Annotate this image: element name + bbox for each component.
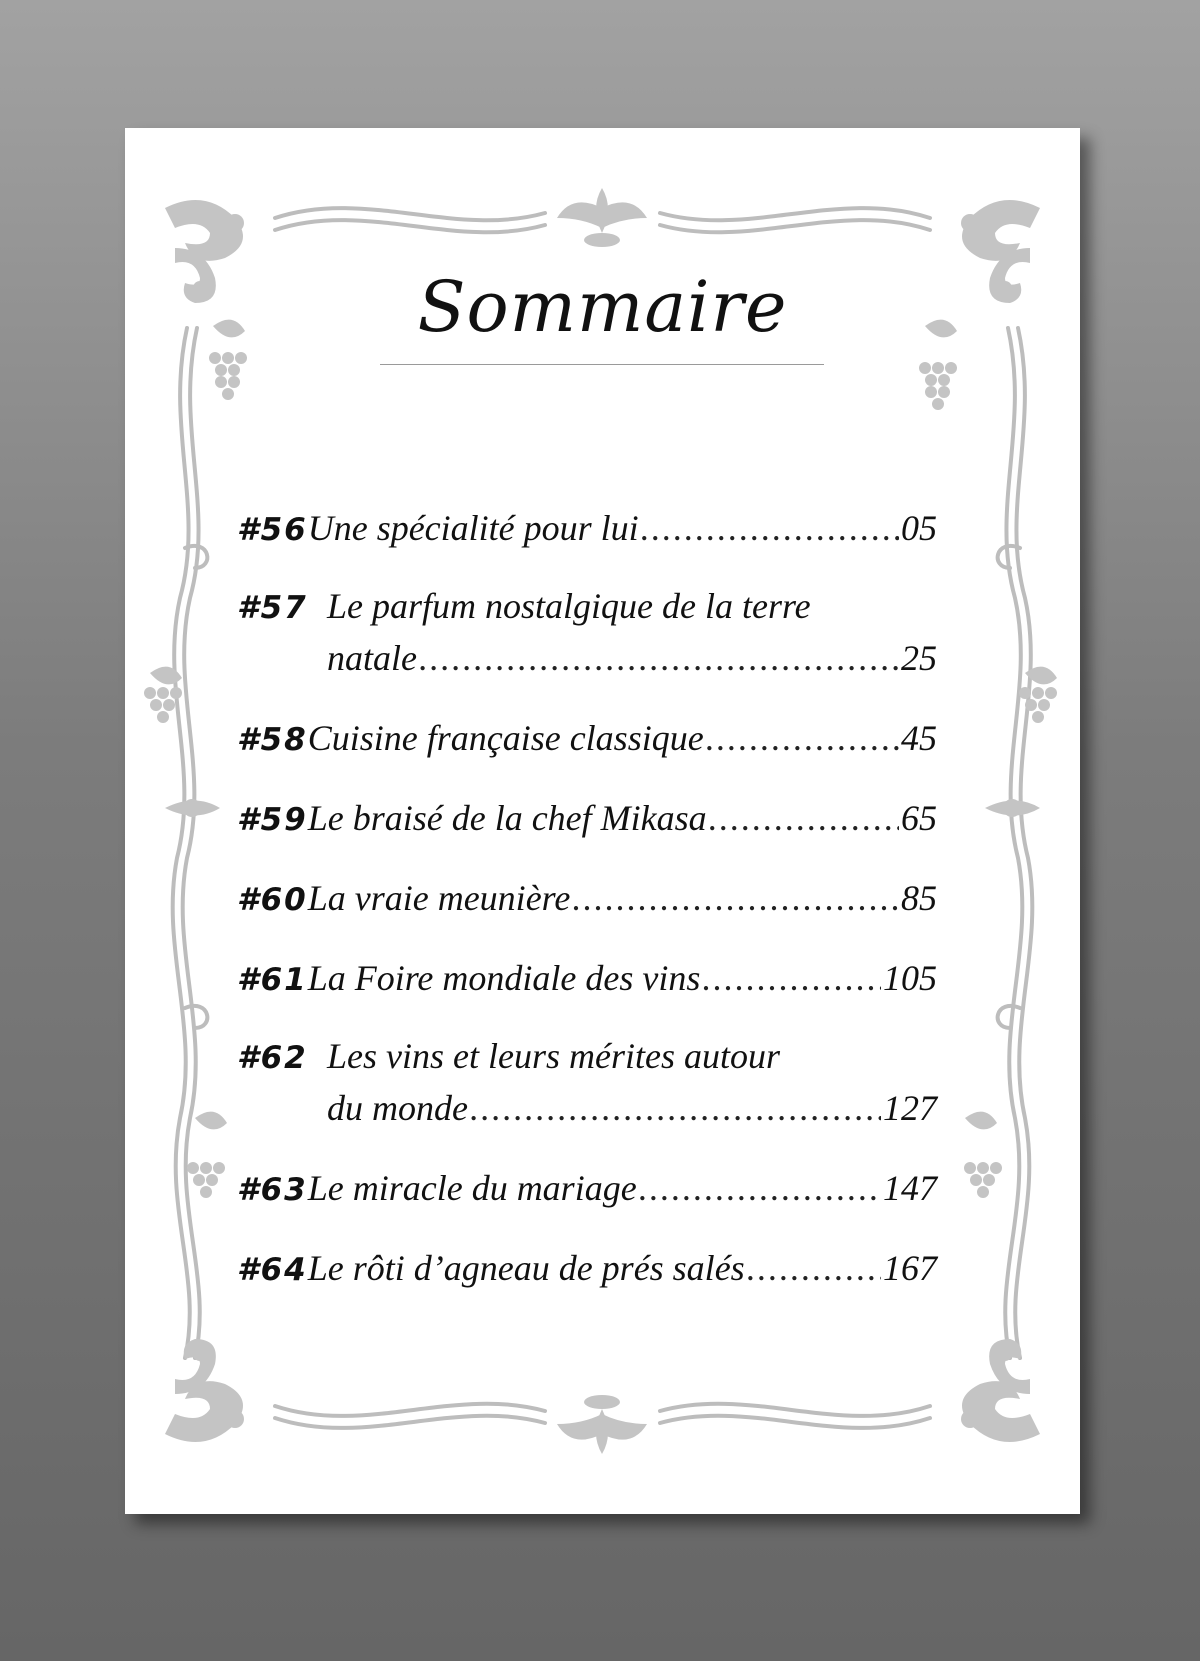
chapter-number: #61 xyxy=(237,962,308,998)
toc-entry-58 xyxy=(237,712,937,764)
page-number: 25 xyxy=(901,638,937,678)
chapter-title: Le rôti d’agneau de prés salés xyxy=(307,1248,745,1288)
chapter-title-continued: natale xyxy=(327,638,417,678)
chapter-number: #59 xyxy=(237,802,308,838)
dot-leader xyxy=(470,1082,881,1134)
chapter-title: Le parfum nostalgique de la terre xyxy=(327,586,811,626)
chapter-title-continued: du monde xyxy=(327,1088,468,1128)
page-number: 45 xyxy=(901,718,937,758)
dot-leader xyxy=(641,502,899,554)
chapter-number: #60 xyxy=(237,882,308,918)
page-number: 65 xyxy=(901,798,937,838)
toc-entry-56 xyxy=(237,502,937,554)
chapter-title: La vraie meunière xyxy=(307,878,571,918)
page-number: 127 xyxy=(883,1088,937,1128)
dot-leader xyxy=(572,872,899,924)
dot-leader xyxy=(709,792,899,844)
chapter-number: #62 xyxy=(237,1040,308,1076)
toc-entry-64 xyxy=(237,1242,937,1294)
page-number: 85 xyxy=(901,878,937,918)
dot-leader xyxy=(747,1242,881,1294)
chapter-title: Le braisé de la chef Mikasa xyxy=(307,798,707,838)
page-title: Sommaire xyxy=(417,266,788,348)
toc-entry-62 xyxy=(237,1030,937,1134)
dot-leader xyxy=(419,632,899,684)
chapter-number: #58 xyxy=(237,722,308,758)
dot-leader xyxy=(639,1162,881,1214)
chapter-title: Cuisine française classique xyxy=(307,718,704,758)
chapter-title: Une spécialité pour lui xyxy=(307,508,639,548)
toc-entry-63 xyxy=(237,1162,937,1214)
chapter-number: #64 xyxy=(237,1252,308,1288)
book-page xyxy=(125,128,1080,1514)
chapter-number: #56 xyxy=(237,512,308,548)
page-number: 105 xyxy=(883,958,937,998)
page-number: 05 xyxy=(901,508,937,548)
chapter-title: La Foire mondiale des vins xyxy=(307,958,701,998)
page-number: 147 xyxy=(883,1168,937,1208)
dot-leader xyxy=(702,952,881,1004)
chapter-number: #57 xyxy=(237,590,308,626)
chapter-title: Le miracle du mariage xyxy=(307,1168,637,1208)
toc-entry-61 xyxy=(237,952,937,1004)
dot-leader xyxy=(706,712,899,764)
fleur-de-lis-icon xyxy=(557,188,647,247)
chapter-number: #63 xyxy=(237,1172,308,1208)
toc-entry-60 xyxy=(237,872,937,924)
page-number: 167 xyxy=(883,1248,937,1288)
title-underline xyxy=(380,364,824,365)
chapter-title: Les vins et leurs mérites autour xyxy=(327,1036,780,1076)
toc-entry-57 xyxy=(237,580,937,684)
toc-entry-59 xyxy=(237,792,937,844)
